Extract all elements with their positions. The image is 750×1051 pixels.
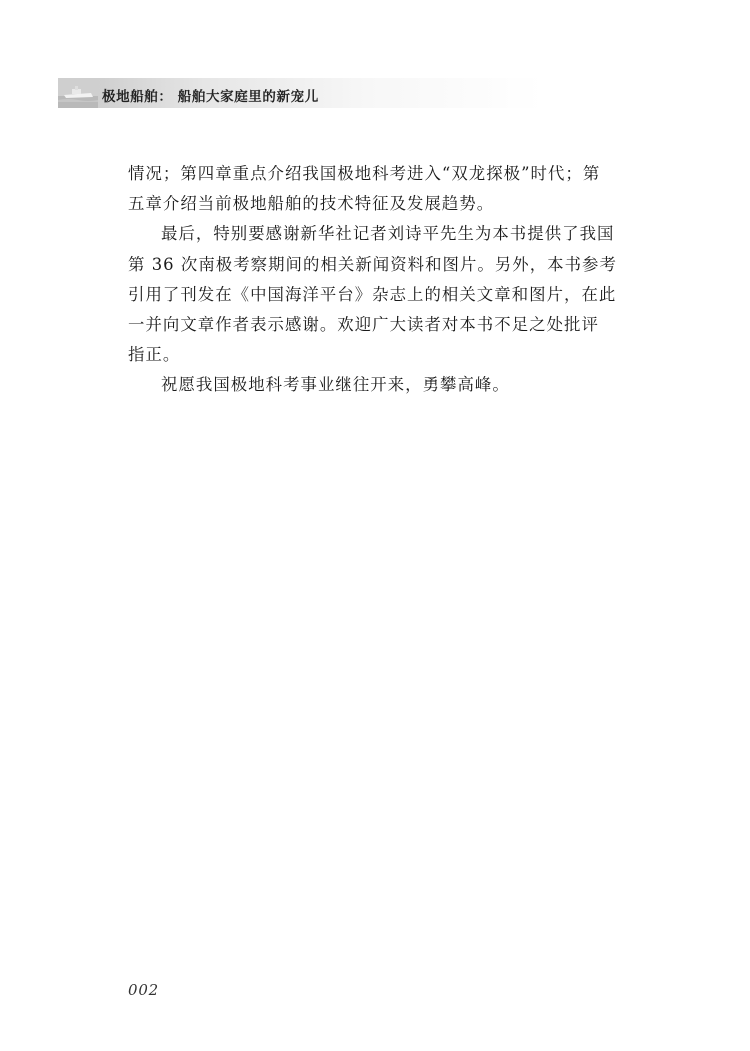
paragraph-continuation	[128, 159, 618, 219]
paragraph-acknowledgement	[128, 219, 618, 370]
body-text	[128, 159, 618, 401]
paragraph-closing-wish	[128, 370, 618, 400]
text-line: 情况；第四章重点介绍我国极地科考进入“双龙探极”时代；第	[128, 164, 601, 183]
text-line: 引用了刊发在《中国海洋平台》杂志上的相关文章和图片，在此	[128, 284, 617, 304]
text-line: 最后，特别要感谢新华社记者刘诗平先生为本书提供了我国	[161, 224, 615, 244]
running-header-title: 极地船舶： 船舶大家庭里的新宠儿	[102, 89, 319, 105]
text-line: 第 36 次南极考察期间的相关新闻资料和图片。另外，本书参考	[128, 254, 617, 274]
page-number: 002	[128, 981, 160, 999]
text-line: 五章介绍当前极地船舶的技术特征及发展趋势。	[128, 194, 495, 214]
header-ship-thumbnail	[58, 78, 98, 108]
text-line: 一并向文章作者表示感谢。欢迎广大读者对本书不足之处批评	[128, 315, 599, 335]
text-line: 指正。	[128, 345, 181, 365]
running-header	[58, 78, 692, 108]
text-line: 祝愿我国极地科考事业继往开来，勇攀高峰。	[161, 375, 510, 395]
